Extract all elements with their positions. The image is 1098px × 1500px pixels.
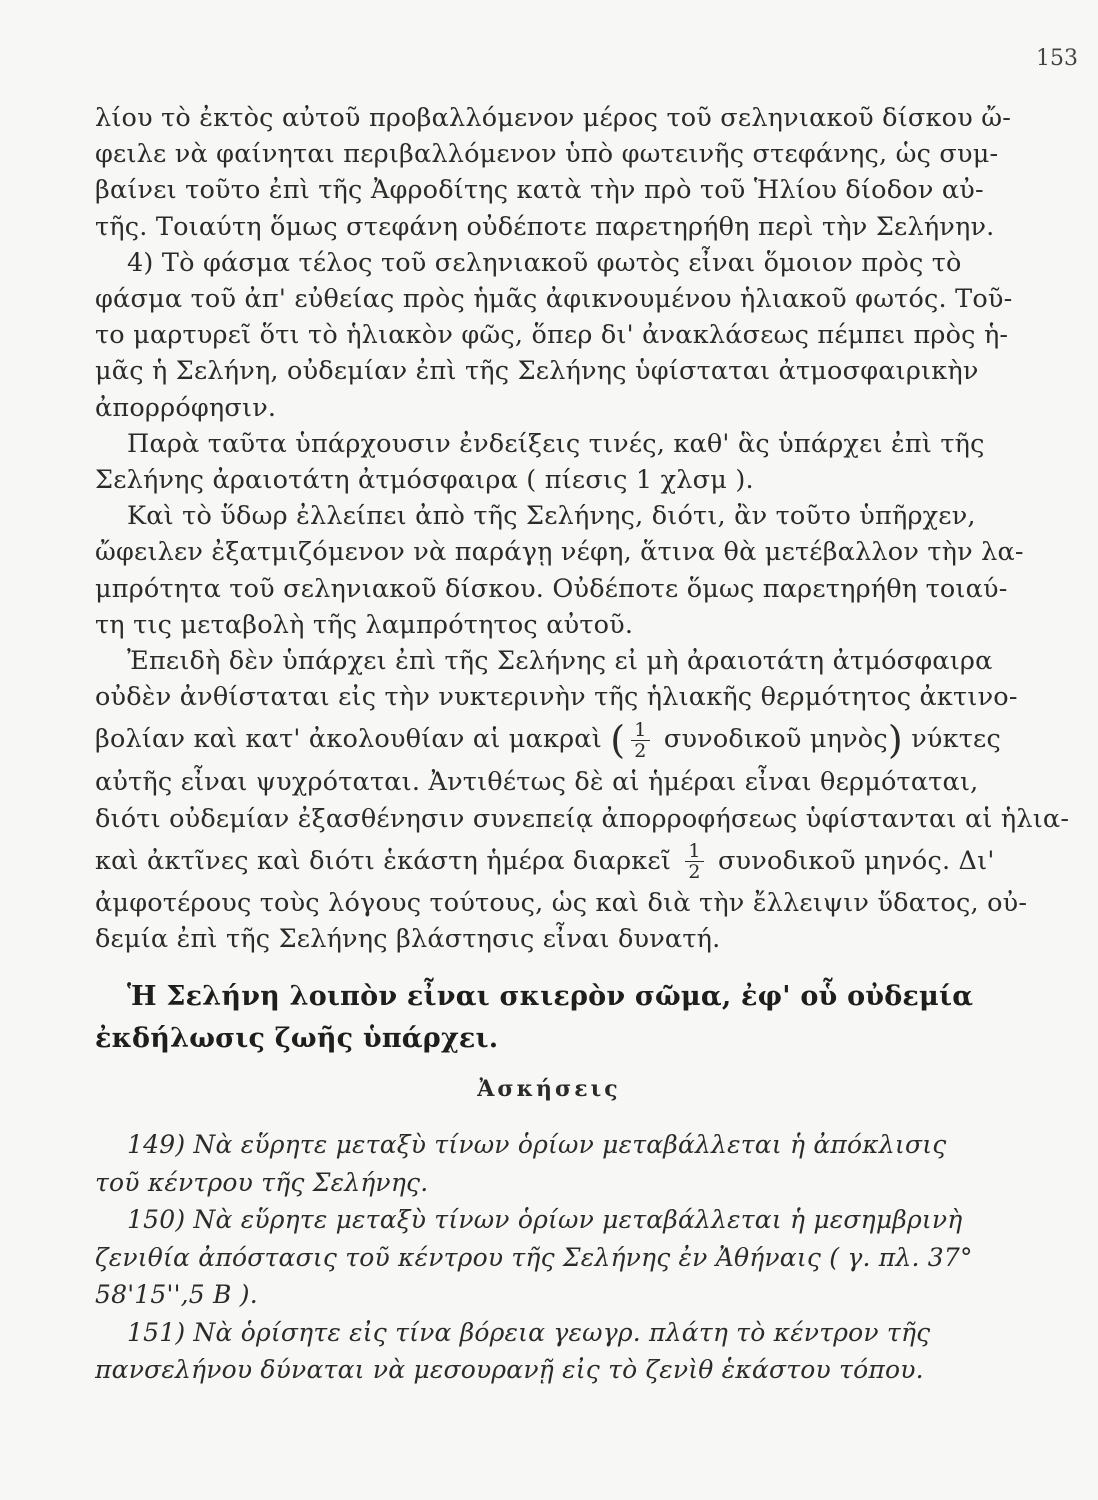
- conclusion: [95, 976, 975, 1060]
- text-line: Σελήνης ἀραιοτάτη ἀτμόσφαιρα ( πίεσις 1 χλσμ ).: [95, 465, 754, 496]
- fraction-line-after: συνοδικοῦ μηνός. Δι': [717, 845, 995, 876]
- conclusion-line: ἐκδήλωσις ζωῆς ὑπάρχει.: [95, 1023, 499, 1054]
- fraction-numerator: 1: [631, 720, 649, 741]
- text-line: ἀμφοτέρους τοὺς λόγους τούτους, ὡς καὶ διὰ τὴν ἔλλειψιν ὕδατος, οὐ-: [95, 887, 1028, 918]
- text-line: φειλε νὰ φαίνηται περιβαλλόμενον ὑπὸ φωτεινῆς στεφάνης, ὡς συμ-: [95, 139, 999, 170]
- fraction-line-inside: συνοδικοῦ μηνὸς: [663, 724, 888, 755]
- exercise-line: ζενιθία ἀπόστασις τοῦ κέντρου τῆς Σελήνης ἐν Ἀθήναις ( γ. πλ. 37°: [95, 1242, 973, 1272]
- fraction-denominator: 2: [634, 739, 647, 762]
- text-line: μᾶς ἡ Σελήνη, οὐδεμίαν ἐπὶ τῆς Σελήνης ὑφίσταται ἀτμοσφαιρικὴν: [95, 356, 979, 387]
- exercise-line: πανσελήνου δύναται νὰ μεσουρανῇ εἰς τὸ ζενὶθ ἑκάστου τόπου.: [95, 1355, 924, 1384]
- fraction-one-half: [685, 841, 703, 882]
- text-line: αὐτῆς εἶναι ψυχρόταται. Ἀντιθέτως δὲ αἱ ἡμέραι εἶναι θερμόταται,: [95, 767, 979, 798]
- text-line: διότι οὐδεμίαν ἐξασθένησιν συνεπείᾳ ἀπορροφήσεως ὑφίστανται αἱ ἡλια-: [95, 803, 1070, 834]
- fraction-line-after: νύκτες: [911, 724, 1001, 755]
- text-line: βαίνει τοῦτο ἐπὶ τῆς Ἀφροδίτης κατὰ τὴν πρὸ τοῦ Ἡλίου δίοδον αὐ-: [95, 175, 984, 206]
- fraction-line: [95, 715, 1001, 764]
- text-line: ὤφειλεν ἐξατμιζόμενον νὰ παράγῃ νέφη, ἅτινα θὰ μετέβαλλον τὴν λα-: [95, 537, 1024, 568]
- page-number: 153: [1036, 46, 1078, 71]
- text-line: λίου τὸ ἐκτὸς αὐτοῦ προβαλλόμενον μέρος τοῦ σεληνιακοῦ δίσκου ὤ-: [95, 103, 1012, 133]
- fraction-line: [95, 837, 995, 885]
- exercise-line: 150) Νὰ εὕρητε μεταξὺ τίνων ὁρίων μεταβάλλεται ἡ μεσημβρινὴ: [127, 1205, 963, 1234]
- text-line: τῆς. Τοιαύτη ὅμως στεφάνη οὐδέποτε παρετηρήθη περὶ τὴν Σελήνην.: [95, 211, 995, 242]
- text-line: Παρὰ ταῦτα ὑπάρχουσιν ἐνδείξεις τινές, καθ' ἃς ὑπάρχει ἐπὶ τῆς: [127, 428, 985, 459]
- text-line: τη τις μεταβολὴ τῆς λαμπρότητος αὐτοῦ.: [95, 609, 634, 640]
- fraction-line-before: βολίαν καὶ κατ' ἀκολουθίαν αἱ μακραὶ: [95, 724, 602, 755]
- left-paren: (: [610, 718, 626, 763]
- text-line: ἀπορρόφησιν.: [95, 392, 277, 423]
- text-line: το μαρτυρεῖ ὅτι τὸ ἡλιακὸν φῶς, ὅπερ δι' ἀνακλάσεως πέμπει πρὸς ἡ-: [95, 320, 1009, 351]
- exercise-line: τοῦ κέντρου τῆς Σελήνης.: [95, 1167, 429, 1197]
- right-paren: ): [887, 718, 903, 763]
- text-line: δεμία ἐπὶ τῆς Σελήνης βλάστησις εἶναι δυνατή.: [95, 924, 721, 955]
- fraction-denominator: 2: [688, 861, 701, 884]
- text-line: Καὶ τὸ ὕδωρ ἐλλείπει ἀπὸ τῆς Σελήνης, διότι, ἂν τοῦτο ὑπῆρχεν,: [127, 501, 976, 532]
- text-line: 4) Τὸ φάσμα τέλος τοῦ σεληνιακοῦ φωτὸς εἶναι ὅμοιον πρὸς τὸ: [127, 247, 962, 278]
- exercises-heading: Ἀσκήσεις: [477, 1076, 621, 1102]
- text-line: Ἐπειδὴ δὲν ὑπάρχει ἐπὶ τῆς Σελήνης εἰ μὴ ἀραιοτάτη ἀτμόσφαιρα: [127, 646, 993, 677]
- fraction-line-before: καὶ ἀκτῖνες καὶ διότι ἑκάστη ἡμέρα διαρκεῖ: [95, 845, 672, 876]
- fraction-numerator: 1: [685, 841, 703, 862]
- text-line: φάσμα τοῦ ἀπ' εὐθείας πρὸς ἡμᾶς ἀφικνουμένου ἡλιακοῦ φωτός. Τοῦ-: [95, 284, 1013, 315]
- exercises-list: [95, 1126, 975, 1389]
- exercise-line: 58'15'',5 Β ).: [95, 1280, 258, 1309]
- text-line: οὐδὲν ἀνθίσταται εἰς τὴν νυκτερινὴν τῆς ἡλιακῆς θερμότητος ἀκτινο-: [95, 682, 1018, 713]
- conclusion-line: Ἡ Σελήνη λοιπὸν εἶναι σκιερὸν σῶμα, ἐφ' οὗ οὐδεμία: [127, 981, 974, 1012]
- main-text: [95, 100, 1070, 957]
- fraction-one-half: [631, 720, 649, 761]
- exercise-line: 149) Νὰ εὕρητε μεταξὺ τίνων ὁρίων μεταβάλλεται ἡ ἀπόκλισις: [127, 1130, 947, 1159]
- exercise-line: 151) Νὰ ὁρίσητε εἰς τίνα βόρεια γεωγρ. πλάτη τὸ κέντρον τῆς: [127, 1317, 931, 1347]
- text-line: μπρότητα τοῦ σεληνιακοῦ δίσκου. Οὐδέποτε ὅμως παρετηρήθη τοιαύ-: [95, 573, 1008, 604]
